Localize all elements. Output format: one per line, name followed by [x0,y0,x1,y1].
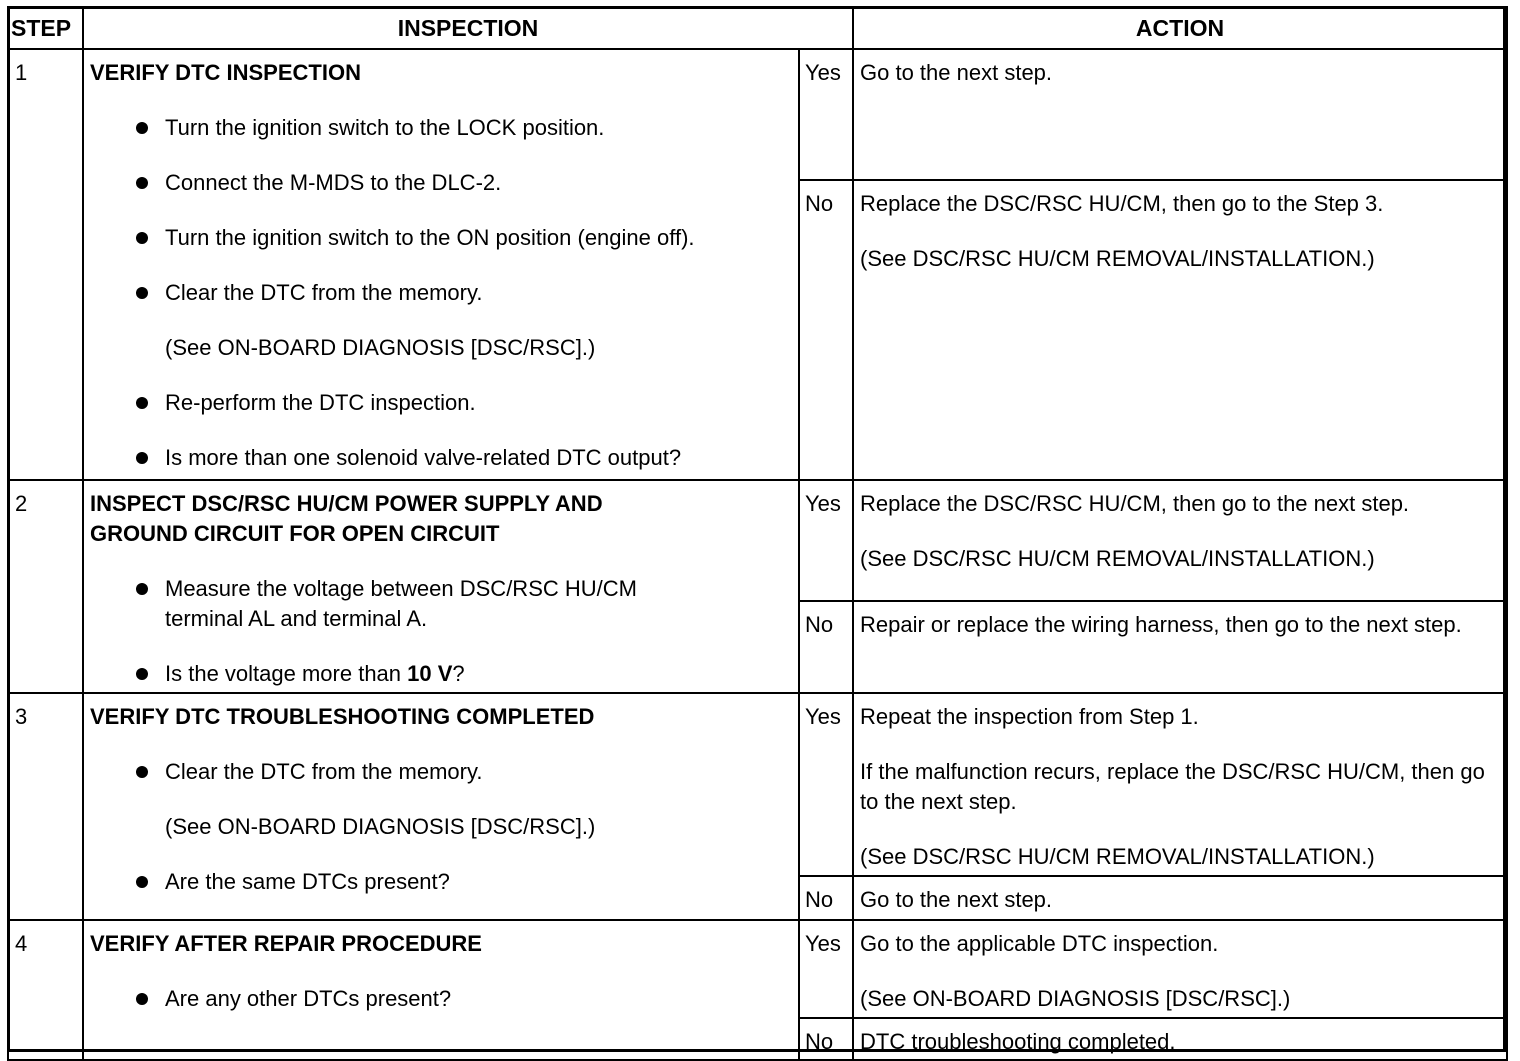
action-text: Repeat the inspection from Step 1. [860,704,1199,729]
inspection-text: Is the voltage more than [165,661,408,686]
inspection-item: Clear the DTC from the memory. [90,757,792,787]
inspection-item: Are the same DTCs present? [90,867,792,897]
inspection-item: Connect the M-MDS to the DLC-2. [90,168,792,198]
no-label: No [799,601,853,693]
step-title: VERIFY DTC TROUBLESHOOTING COMPLETED [90,704,595,729]
header-inspection: INSPECTION [83,7,853,49]
yes-label: Yes [799,480,853,601]
yes-label: Yes [799,920,853,1018]
action-reference: (See DSC/RSC HU/CM REMOVAL/INSTALLATION.) [860,246,1375,271]
action-text: If the malfunction recurs, replace the DSC/RSC HU/CM, then go to the next step. [860,759,1485,814]
action-text: Go to the applicable DTC inspection. [860,931,1219,956]
action-reference: (See ON-BOARD DIAGNOSIS [DSC/RSC].) [860,986,1291,1011]
inspection-item: Turn the ignition switch to the ON position (engine off). [90,223,792,253]
table-outer-border [7,6,1506,1052]
inspection-reference: (See ON-BOARD DIAGNOSIS [DSC/RSC].) [165,335,596,360]
action-text: Replace the DSC/RSC HU/CM, then go to the next step. [860,491,1410,516]
no-label: No [799,876,853,920]
inspection-item: Are any other DTCs present? [90,984,792,1014]
step-number: 4 [8,920,83,1060]
yes-label: Yes [799,49,853,180]
step-title-line2: GROUND CIRCUIT FOR OPEN CIRCUIT [90,521,500,546]
step-number: 2 [8,480,83,693]
no-label: No [799,1018,853,1060]
step-title: INSPECT DSC/RSC HU/CM POWER SUPPLY AND [90,491,603,516]
inspection-item: Measure the voltage between DSC/RSC HU/CM terminal AL and terminal A. [90,574,792,634]
action-text: Go to the next step. [860,887,1053,912]
header-action: ACTION [853,7,1507,49]
step-number: 3 [8,693,83,920]
inspection-item: Clear the DTC from the memory. [90,278,792,308]
action-reference: (See DSC/RSC HU/CM REMOVAL/INSTALLATION.) [860,844,1375,869]
step-title: VERIFY DTC INSPECTION [90,60,361,85]
question-mark: ? [452,661,465,686]
inspection-item: Turn the ignition switch to the LOCK position. [90,113,792,143]
action-text: Replace the DSC/RSC HU/CM, then go to the Step 3. [860,191,1384,216]
action-text: Repair or replace the wiring harness, then go to the next step. [860,612,1462,637]
yes-label: Yes [799,693,853,876]
action-text: Go to the next step. [860,60,1053,85]
header-step: STEP [8,7,83,49]
inspection-item: Re-perform the DTC inspection. [90,388,792,418]
inspection-reference: (See ON-BOARD DIAGNOSIS [DSC/RSC].) [165,814,596,839]
voltage-value: 10 V [407,661,453,686]
step-title: VERIFY AFTER REPAIR PROCEDURE [90,931,482,956]
inspection-item: Is more than one solenoid valve-related DTC output? [90,443,792,473]
no-label: No [799,180,853,480]
step-number: 1 [8,49,83,480]
action-reference: (See DSC/RSC HU/CM REMOVAL/INSTALLATION.) [860,546,1375,571]
action-text: DTC troubleshooting completed. [860,1029,1176,1054]
